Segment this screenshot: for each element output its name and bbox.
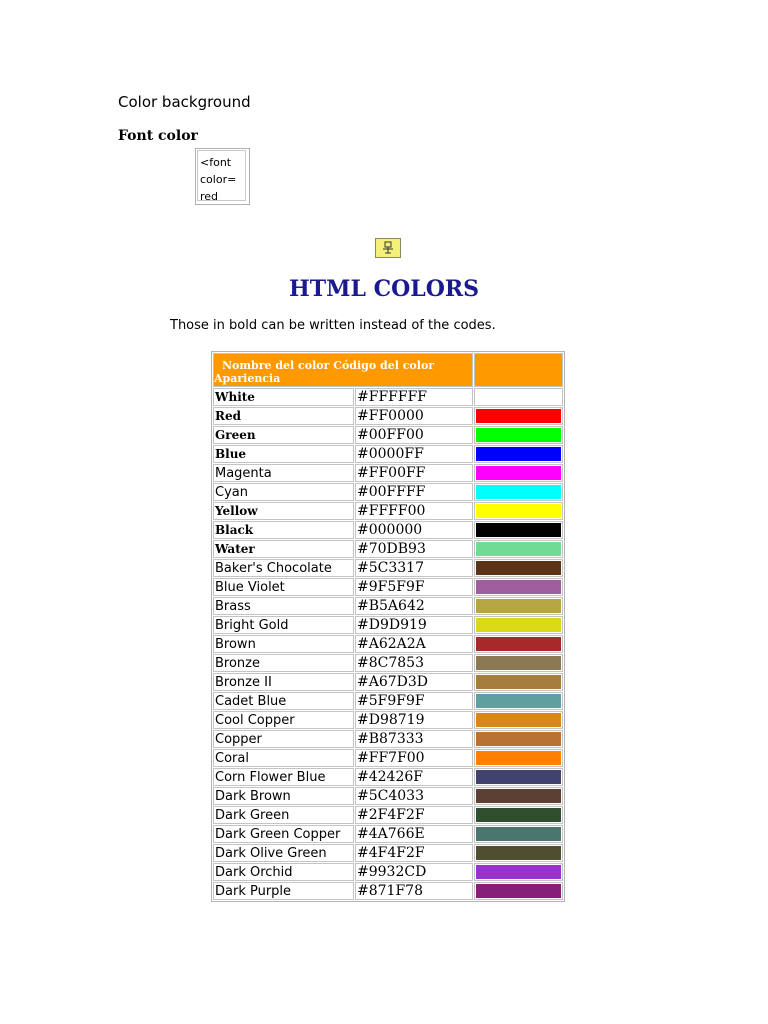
color-name: Green (213, 426, 354, 444)
color-swatch (476, 561, 561, 575)
color-code: #9F5F9F (355, 578, 473, 596)
table-row (213, 521, 563, 539)
color-swatch (476, 390, 561, 404)
intro-text: Those in bold can be written instead of the codes. (170, 318, 496, 333)
table-row (213, 388, 563, 406)
table-row (213, 825, 563, 843)
color-swatch-cell (474, 787, 563, 805)
color-code: #0000FF (355, 445, 473, 463)
table-row (213, 654, 563, 672)
color-swatch (476, 808, 561, 822)
color-swatch (476, 789, 561, 803)
color-swatch (476, 865, 561, 879)
color-code: #000000 (355, 521, 473, 539)
color-code: #00FF00 (355, 426, 473, 444)
table-row (213, 863, 563, 881)
color-name: Bright Gold (213, 616, 354, 634)
color-swatch (476, 637, 561, 651)
table-row (213, 749, 563, 767)
color-swatch (476, 846, 561, 860)
small-image-icon (375, 238, 401, 258)
table-row (213, 730, 563, 748)
color-name: Dark Green Copper (213, 825, 354, 843)
color-swatch (476, 618, 561, 632)
color-swatch (476, 599, 561, 613)
color-name: Bronze (213, 654, 354, 672)
color-swatch (476, 447, 561, 461)
color-code: #871F78 (355, 882, 473, 900)
table-row (213, 787, 563, 805)
color-code: #4F4F2F (355, 844, 473, 862)
color-swatch-cell (474, 711, 563, 729)
table-row (213, 578, 563, 596)
color-name: Dark Purple (213, 882, 354, 900)
color-swatch-cell (474, 616, 563, 634)
color-swatch (476, 409, 561, 423)
color-code: #42426F (355, 768, 473, 786)
table-row (213, 692, 563, 710)
color-name: Water (213, 540, 354, 558)
page-title: HTML COLORS (288, 276, 480, 302)
color-code: #2F4F2F (355, 806, 473, 824)
color-name: Brass (213, 597, 354, 615)
color-swatch-cell (474, 749, 563, 767)
table-row (213, 407, 563, 425)
color-swatch (476, 675, 561, 689)
color-name: Baker's Chocolate (213, 559, 354, 577)
table-row (213, 502, 563, 520)
color-swatch-cell (474, 882, 563, 900)
color-swatch-cell (474, 407, 563, 425)
color-swatch (476, 694, 561, 708)
color-name: Blue Violet (213, 578, 354, 596)
color-name: White (213, 388, 354, 406)
color-name: Blue (213, 445, 354, 463)
color-swatch (476, 656, 561, 670)
table-header-empty (474, 353, 563, 387)
color-swatch (476, 884, 561, 898)
color-code: #B5A642 (355, 597, 473, 615)
color-code: #00FFFF (355, 483, 473, 501)
color-swatch (476, 523, 561, 537)
color-swatch (476, 732, 561, 746)
table-row (213, 616, 563, 634)
color-code: #FF7F00 (355, 749, 473, 767)
color-name: Cadet Blue (213, 692, 354, 710)
color-name: Cool Copper (213, 711, 354, 729)
color-name: Magenta (213, 464, 354, 482)
color-swatch-cell (474, 388, 563, 406)
color-swatch (476, 466, 561, 480)
color-code: #D98719 (355, 711, 473, 729)
color-code: #5F9F9F (355, 692, 473, 710)
color-name: Dark Green (213, 806, 354, 824)
heading-font-color: Font color (118, 128, 198, 144)
table-header-text: Nombre del color Código del color Apariencia (214, 359, 435, 385)
color-swatch-cell (474, 578, 563, 596)
table-row (213, 844, 563, 862)
color-swatch-cell (474, 844, 563, 862)
table-row (213, 426, 563, 444)
color-swatch-cell (474, 559, 563, 577)
color-swatch-cell (474, 464, 563, 482)
color-swatch (476, 751, 561, 765)
color-swatch-cell (474, 806, 563, 824)
table-row (213, 540, 563, 558)
table-row (213, 464, 563, 482)
color-swatch-cell (474, 692, 563, 710)
color-code: #FFFF00 (355, 502, 473, 520)
color-code: #FFFFFF (355, 388, 473, 406)
color-swatch-cell (474, 540, 563, 558)
color-name: Dark Orchid (213, 863, 354, 881)
color-swatch (476, 485, 561, 499)
code-line: <font (200, 156, 232, 169)
color-swatch-cell (474, 483, 563, 501)
color-swatch (476, 770, 561, 784)
heading-color-background: Color background (118, 93, 251, 111)
color-name: Coral (213, 749, 354, 767)
color-swatch-cell (474, 597, 563, 615)
color-name: Dark Brown (213, 787, 354, 805)
color-code: #D9D919 (355, 616, 473, 634)
table-row (213, 445, 563, 463)
color-name: Copper (213, 730, 354, 748)
color-code: #70DB93 (355, 540, 473, 558)
table-row (213, 711, 563, 729)
color-code: #8C7853 (355, 654, 473, 672)
color-swatch-cell (474, 635, 563, 653)
code-line: color= (200, 173, 237, 186)
table-row (213, 768, 563, 786)
table-row (213, 806, 563, 824)
table-row (213, 673, 563, 691)
color-name: Yellow (213, 502, 354, 520)
color-code: #A67D3D (355, 673, 473, 691)
color-name: Bronze II (213, 673, 354, 691)
color-code: #FF0000 (355, 407, 473, 425)
table-row (213, 635, 563, 653)
table-header-row (213, 353, 563, 387)
color-swatch-cell (474, 863, 563, 881)
color-swatch-cell (474, 445, 563, 463)
color-swatch-cell (474, 825, 563, 843)
color-table (211, 351, 565, 902)
code-example-box (195, 148, 250, 205)
color-name: Cyan (213, 483, 354, 501)
color-swatch (476, 428, 561, 442)
color-swatch-cell (474, 521, 563, 539)
color-code: #4A766E (355, 825, 473, 843)
color-swatch-cell (474, 730, 563, 748)
color-swatch-cell (474, 673, 563, 691)
color-code: #5C3317 (355, 559, 473, 577)
code-line: red (200, 190, 219, 203)
color-name: Black (213, 521, 354, 539)
color-code: #B87333 (355, 730, 473, 748)
color-swatch-cell (474, 654, 563, 672)
color-code: #FF00FF (355, 464, 473, 482)
table-row (213, 597, 563, 615)
table-row (213, 882, 563, 900)
table-row (213, 559, 563, 577)
color-name: Brown (213, 635, 354, 653)
table-row (213, 483, 563, 501)
color-code: #5C4033 (355, 787, 473, 805)
color-swatch-cell (474, 426, 563, 444)
color-swatch-cell (474, 768, 563, 786)
color-swatch (476, 713, 561, 727)
table-header (213, 353, 473, 387)
color-swatch (476, 542, 561, 556)
color-swatch-cell (474, 502, 563, 520)
color-name: Red (213, 407, 354, 425)
color-swatch (476, 827, 561, 841)
color-swatch (476, 504, 561, 518)
color-code: #A62A2A (355, 635, 473, 653)
color-name: Dark Olive Green (213, 844, 354, 862)
color-name: Corn Flower Blue (213, 768, 354, 786)
color-code: #9932CD (355, 863, 473, 881)
color-swatch (476, 580, 561, 594)
